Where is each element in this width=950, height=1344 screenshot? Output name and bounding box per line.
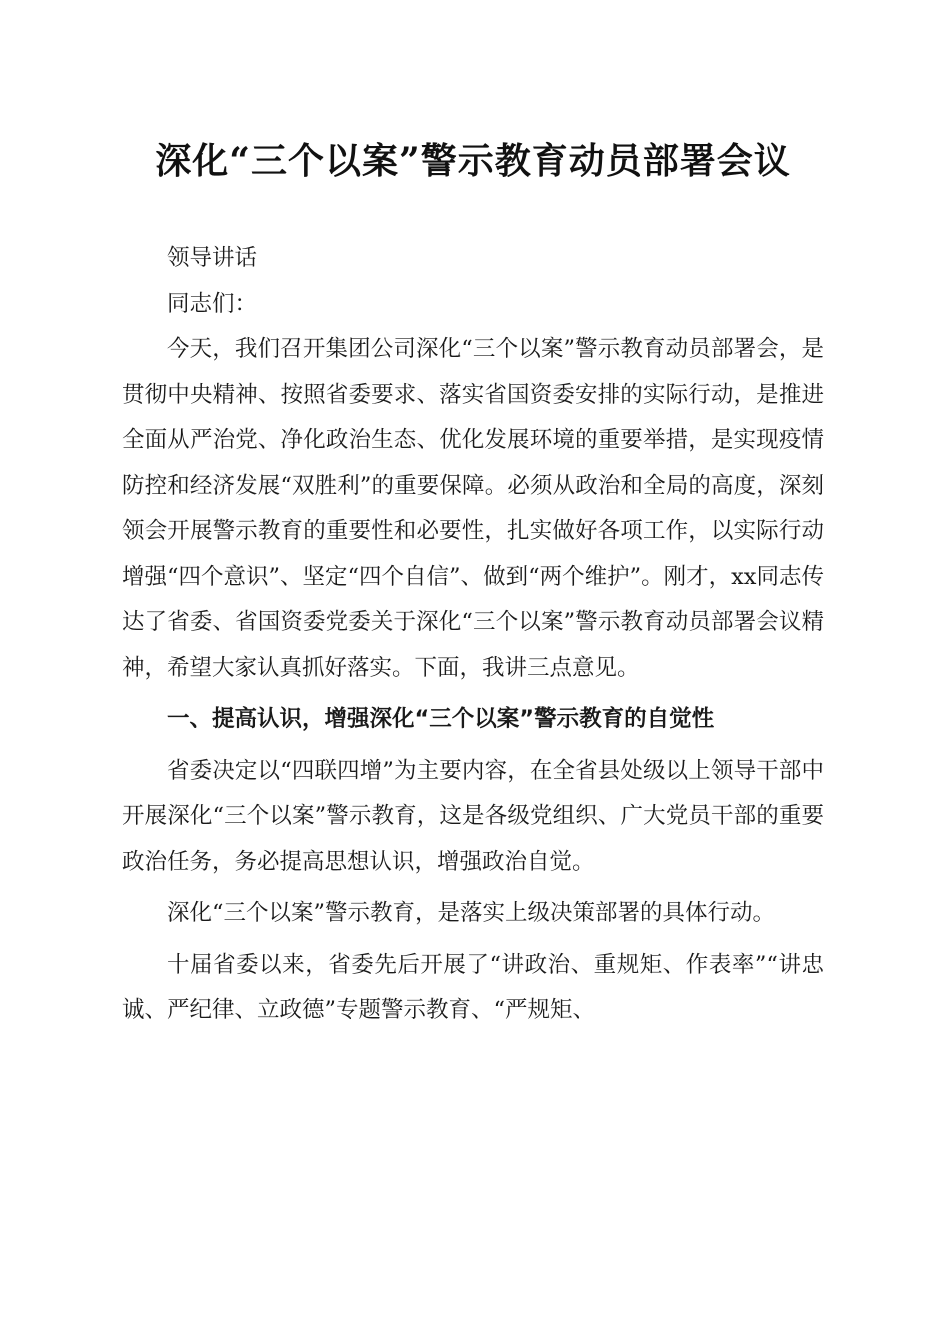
speech-label: 领导讲话 [167, 245, 258, 271]
paragraph-4: 十届省委以来，省委先后开展了“讲政治、重规矩、作表率”“讲忠诚、严纪律、立政德”专题警示教育、“严规矩、 [122, 951, 824, 1023]
document-title: 深化“三个以案”警示教育动员部署会议 [155, 140, 791, 182]
salutation: 同志们： [167, 290, 258, 317]
paragraph-2: 省委决定以“四联四增”为主要内容，在全省县处级以上领导干部中开展深化“三个以案”警示教育，这是各级党组织、广大党员干部的重要政治任务，务必提高思想认识，增强政治自觉。 [122, 757, 824, 875]
paragraph-3: 深化“三个以案”警示教育，是落实上级决策部署的具体行动。 [167, 900, 776, 926]
document-body [122, 236, 824, 1034]
section-heading-1: 一、提高认识，增强深化“三个以案”警示教育的自觉性 [167, 706, 715, 732]
paragraph-intro: 今天，我们召开集团公司深化“三个以案”警示教育动员部署会，是贯彻中央精神、按照省委要求、落实省国资委安排的实际行动，是推进全面从严治党、净化政治生态、优化发展环境的重要举措，是实现疫情防控和经济发展“双胜利”的重要保障。必须从政治和全局的高度，深刻领会开展警示教育的重要性和必要性，扎实做好各项工作，以实际行动增强“四个意识”、坚定“四个自信”、做到“两个维护”。刚才，xx同志传达了省委、省国资委党委关于深化“三个以案”警示教育动员部署会议精神，希望大家认真抓好落实。下面，我讲三点意见。 [122, 336, 824, 681]
